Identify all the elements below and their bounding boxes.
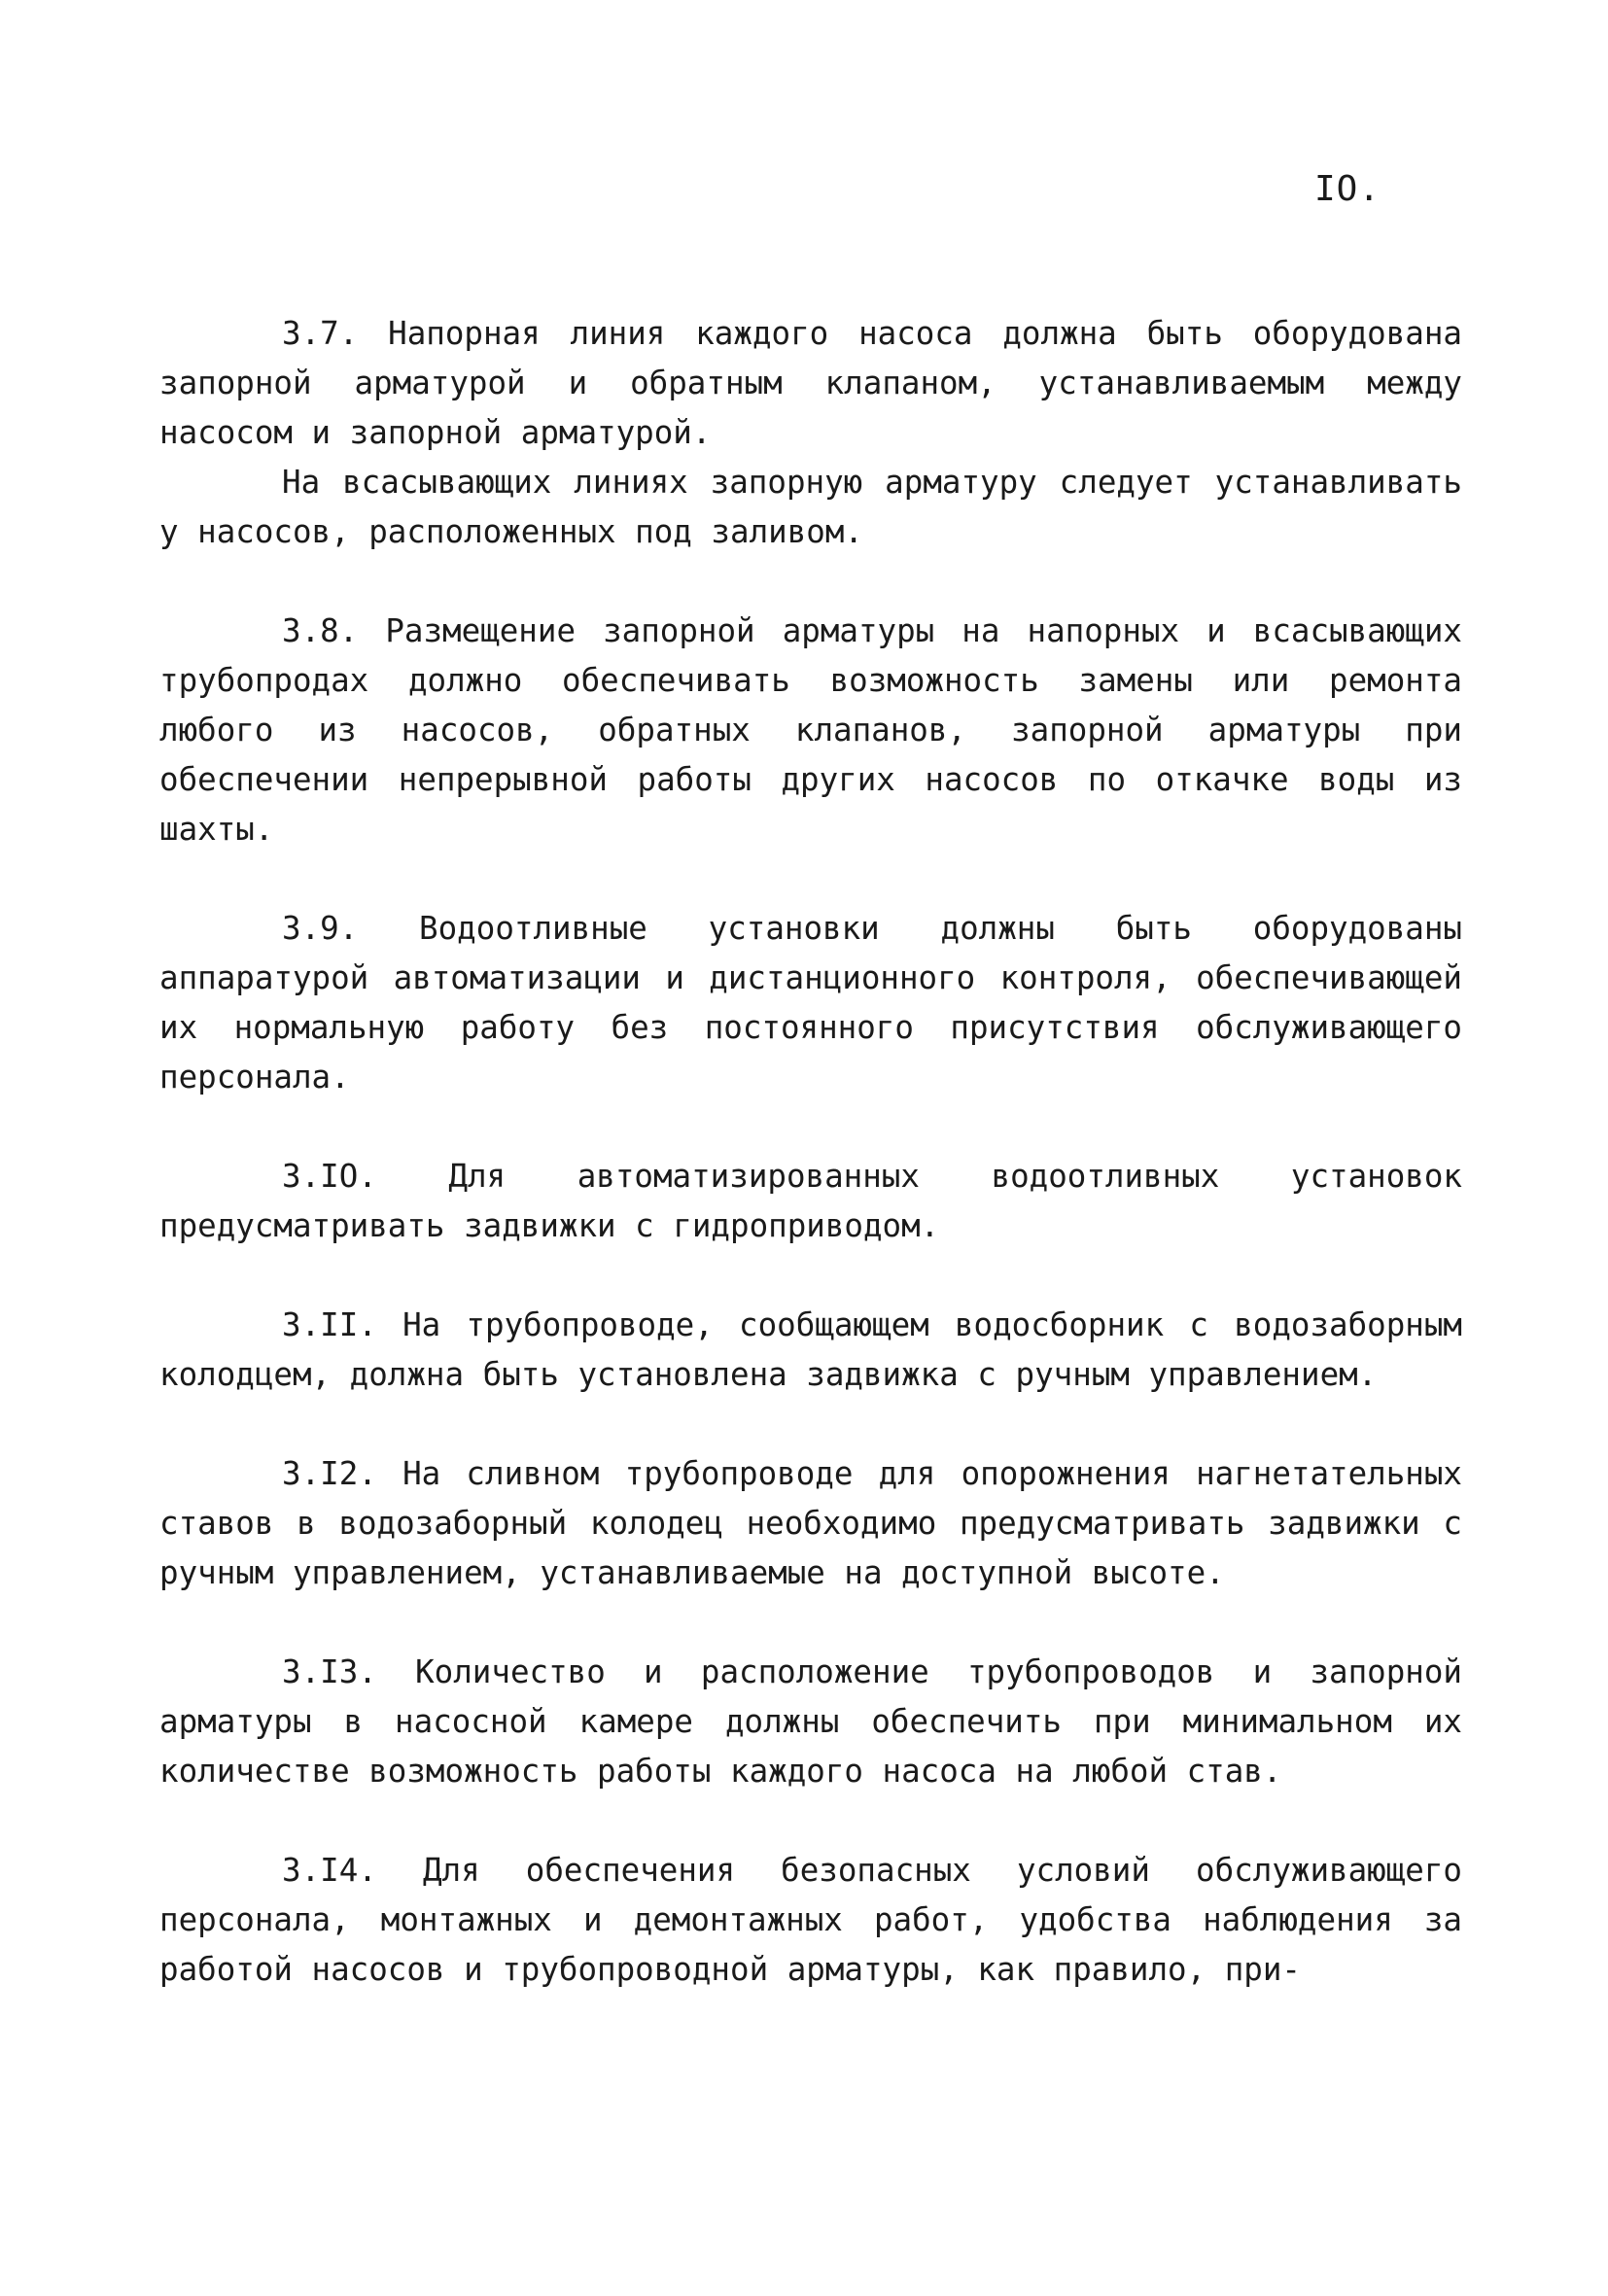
paragraph-3-11: 3.II. На трубопроводе, сообщающем водосборник с водозаборным колодцем, должна быть установлена задвижка с ручным управлением. [159, 1306, 1462, 1393]
paragraph-3-7: 3.7. Напорная линия каждого насоса должна быть оборудована запорной арматурой и обратным клапаном, устанавливаемым между насосом и запорной арматурой. [159, 315, 1462, 451]
paragraph-3-10: 3.IO. Для автоматизированных водоотливных установок предусматривать задвижки с гидроприводом. [159, 1158, 1462, 1244]
paragraph-3-7-continued: На всасывающих линиях запорную арматуру следует устанавливать у насосов, расположенных под заливом. [159, 464, 1462, 550]
page-number: IO. [1314, 169, 1381, 209]
document-body [159, 309, 1462, 2044]
paragraph-3-14: 3.I4. Для обеспечения безопасных условий обслуживающего персонала, монтажных и демонтажных работ, удобства наблюдения за работой насосов и трубопроводной арматуры, как правило, при- [159, 1852, 1462, 1988]
paragraph-3-12: 3.I2. На сливном трубопроводе для опорожнения нагнетательных ставов в водозаборный колодец необходимо предусматривать задвижки с ручным управлением, устанавливаемые на доступной высоте. [159, 1455, 1462, 1591]
paragraph-3-8: 3.8. Размещение запорной арматуры на напорных и всасывающих трубопродах должно обеспечивать возможность замены или ремонта любого из насосов, обратных клапанов, запорной арматуры при обеспечении непрерывной работы других насосов по откачке воды из шахты. [159, 612, 1462, 848]
paragraph-3-9: 3.9. Водоотливные установки должны быть оборудованы аппаратурой автоматизации и дистанционного контроля, обеспечивающей их нормальную работу без постоянного присутствия обслуживающего персонала. [159, 910, 1462, 1096]
paragraph-3-13: 3.I3. Количество и расположение трубопроводов и запорной арматуры в насосной камере должны обеспечить при минимальном их количестве возможность работы каждого насоса на любой став. [159, 1653, 1462, 1790]
